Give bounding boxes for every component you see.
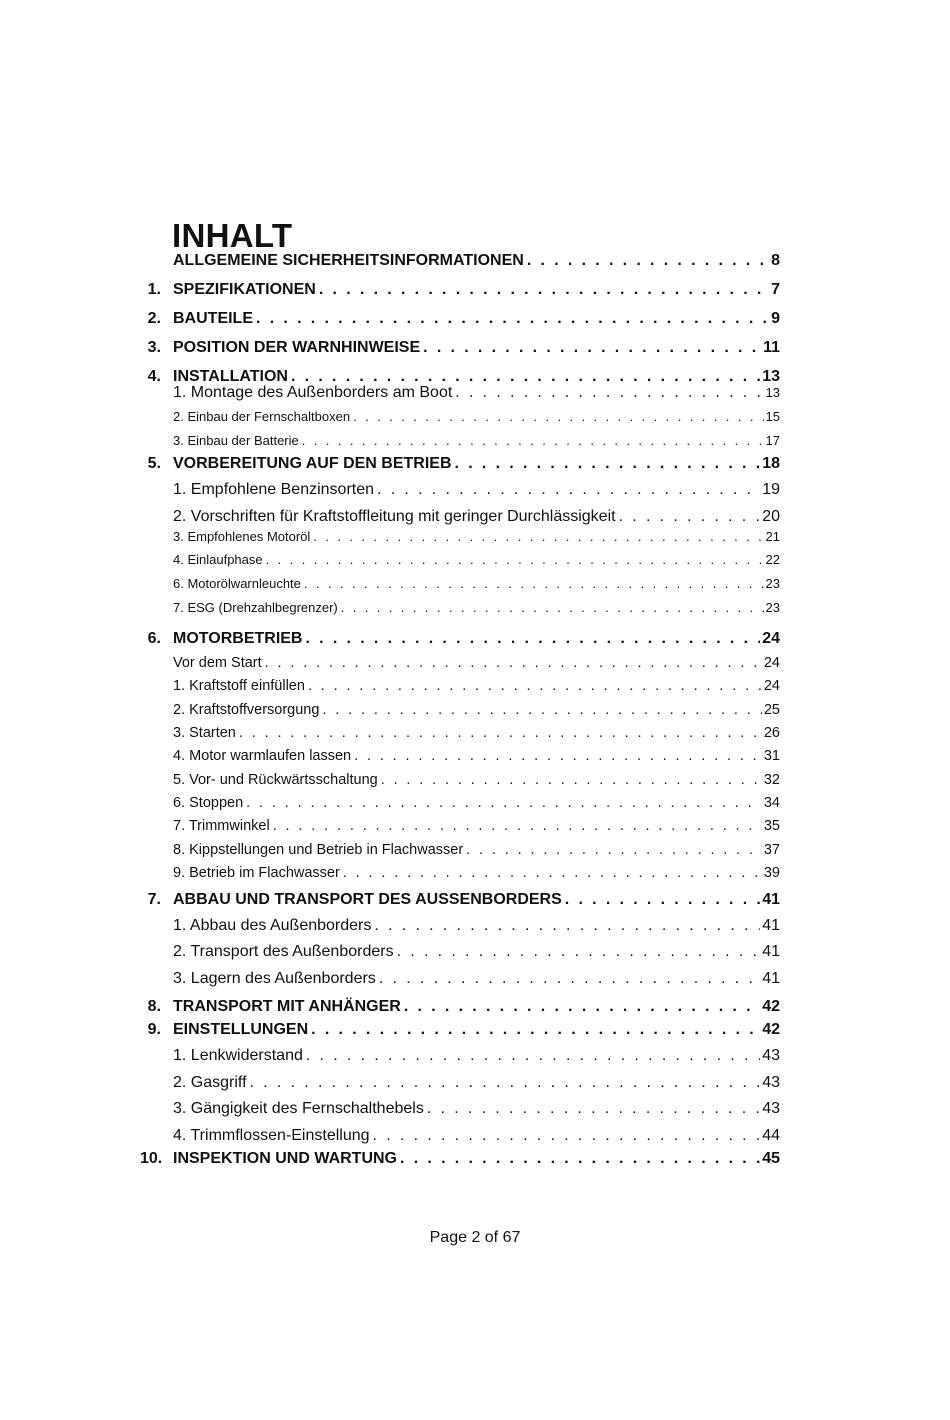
toc-entry-label: 2. Kraftstoffversorgung [173, 702, 320, 718]
toc-entry[interactable] [140, 384, 780, 406]
toc-entry-page: 13 [762, 368, 780, 385]
toc-entry-label: 7. Trimmwinkel [173, 818, 270, 834]
toc-entry-label: VORBEREITUNG AUF DEN BETRIEB [173, 455, 452, 472]
toc-entry-label: INSTALLATION [173, 368, 288, 385]
toc-entry-label: 2. Transport des Außenborders [173, 943, 394, 960]
toc-entry-page: 42 [762, 998, 780, 1015]
toc-entry-page: 31 [763, 748, 780, 764]
toc-leader-dots [400, 1150, 760, 1168]
toc-entry[interactable] [140, 409, 780, 431]
toc-leader-dots [265, 655, 762, 671]
toc-entry-number: 10. [140, 1150, 163, 1167]
toc-entry-label: ABBAU UND TRANSPORT DES AUSSENBORDERS [173, 891, 562, 908]
toc-entry-page: 21 [765, 529, 780, 544]
toc-leader-dots [379, 970, 760, 988]
toc-entry[interactable] [140, 552, 780, 574]
toc-leader-dots [377, 481, 760, 499]
toc-entry-label: 9. Betrieb im Flachwasser [173, 865, 340, 881]
toc-leader-dots [404, 998, 760, 1016]
toc-leader-dots [246, 795, 762, 811]
toc-entry-label: 4. Motor warmlaufen lassen [173, 748, 352, 764]
toc-entry-label: 7. ESG (Drehzahlbegrenzer) [173, 600, 338, 615]
toc-entry-page: 22 [765, 552, 780, 567]
toc-entry-label: TRANSPORT MIT ANHÄNGER [173, 998, 401, 1015]
toc-entry-label: SPEZIFIKATIONEN [173, 281, 316, 298]
toc-entry-page: 43 [762, 1047, 780, 1064]
toc-entry[interactable] [140, 281, 780, 303]
toc-leader-dots [308, 678, 762, 694]
toc-leader-dots [341, 600, 764, 615]
toc-entry[interactable] [140, 576, 780, 598]
toc-leader-dots [455, 455, 761, 473]
toc-entry-number: 9. [147, 1021, 161, 1038]
toc-entry-label: 5. Vor- und Rückwärtsschaltung [173, 772, 378, 788]
toc-entry-label: INSPEKTION UND WARTUNG [173, 1150, 397, 1167]
toc-entry-page: 25 [763, 702, 780, 718]
toc-entry-label: 4. Trimmflossen-Einstellung [173, 1127, 370, 1144]
toc-entry-label: 1. Abbau des Außenborders [173, 917, 372, 934]
toc-leader-dots [565, 891, 760, 909]
toc-entry-label: 1. Empfohlene Benzinsorten [173, 481, 375, 498]
toc-entry[interactable] [140, 998, 780, 1020]
toc-leader-dots [423, 339, 761, 357]
toc-entry[interactable] [140, 891, 780, 913]
toc-leader-dots [343, 865, 762, 881]
toc-entry[interactable] [140, 1127, 780, 1149]
toc-leader-dots [353, 409, 763, 424]
toc-entry-page: 39 [763, 865, 780, 881]
toc-leader-dots [397, 943, 761, 961]
toc-entry-label: 2. Gasgriff [173, 1074, 247, 1091]
toc-leader-dots [239, 725, 762, 741]
toc-entry-page: 11 [763, 339, 780, 356]
toc-entry[interactable] [140, 842, 780, 864]
toc-entry[interactable] [140, 529, 780, 551]
toc-entry-page: 37 [763, 842, 780, 858]
toc-leader-dots [306, 1047, 760, 1065]
toc-entry-page: 34 [763, 795, 780, 811]
toc-entry-label: 3. Starten [173, 725, 236, 741]
toc-leader-dots [305, 630, 760, 648]
toc-entry[interactable] [140, 818, 780, 840]
toc-entry-page: 8 [771, 252, 780, 269]
toc-entry[interactable] [140, 310, 780, 332]
toc-entry-page: 45 [762, 1150, 780, 1167]
toc-entry-page: 41 [762, 943, 780, 960]
toc-entry[interactable] [140, 481, 780, 503]
toc-entry[interactable] [140, 1150, 780, 1172]
toc-entry[interactable] [140, 865, 780, 887]
toc-leader-dots [273, 818, 762, 834]
toc-entry-page: 17 [765, 433, 780, 448]
toc-entry[interactable] [140, 508, 780, 530]
toc-leader-dots [304, 576, 764, 591]
toc-entry-number: 6. [147, 630, 161, 647]
toc-entry-page: 42 [762, 1021, 780, 1038]
toc-entry[interactable] [140, 748, 780, 770]
toc-entry-page: 32 [763, 772, 780, 788]
toc-leader-dots [373, 1127, 761, 1145]
toc-entry-label: BAUTEILE [173, 310, 253, 327]
toc-entry-page: 7 [771, 281, 780, 298]
toc-entry[interactable] [140, 1021, 780, 1043]
toc-entry-label: 1. Kraftstoff einfüllen [173, 678, 305, 694]
toc-entry-page: 43 [762, 1100, 780, 1117]
toc-leader-dots [374, 917, 760, 935]
toc-entry-page: 24 [763, 655, 780, 671]
toc-entry-label: 3. Lagern des Außenborders [173, 970, 376, 987]
page-footer: Page 2 of 67 [429, 1229, 521, 1246]
toc-entry[interactable] [140, 455, 780, 477]
toc-entry-number: 7. [147, 891, 161, 908]
toc-entry-label: 1. Lenkwiderstand [173, 1047, 303, 1064]
toc-entry-page: 44 [762, 1127, 780, 1144]
toc-entry[interactable] [140, 339, 780, 361]
toc-entry[interactable] [140, 943, 780, 965]
toc-leader-dots [354, 748, 762, 764]
toc-entry-number: 4. [147, 368, 161, 385]
toc-entry-page: 13 [765, 385, 780, 400]
toc-entry-label: 4. Einlaufphase [173, 552, 263, 567]
toc-entry-page: 15 [765, 409, 780, 424]
toc-leader-dots [322, 702, 761, 718]
toc-leader-dots [313, 529, 763, 544]
toc-entry-label: 3. Einbau der Batterie [173, 433, 299, 448]
toc-entry-label: 2. Einbau der Fernschaltboxen [173, 409, 351, 424]
toc-entry-page: 26 [763, 725, 780, 741]
toc-leader-dots [381, 772, 762, 788]
toc-entry-number: 5. [147, 455, 161, 472]
toc-entry-page: 43 [762, 1074, 780, 1091]
toc-entry-label: 3. Gängigkeit des Fernschalthebels [173, 1100, 424, 1117]
toc-entry-number: 1. [147, 281, 161, 298]
toc-leader-dots [427, 1100, 760, 1118]
toc-leader-dots [256, 310, 769, 328]
toc-entry-label: EINSTELLUNGEN [173, 1021, 309, 1038]
toc-entry-label: MOTORBETRIEB [173, 630, 303, 647]
toc-entry-page: 18 [762, 455, 780, 472]
page-title: INHALT [172, 217, 293, 254]
toc-entry[interactable] [140, 433, 780, 455]
toc-entry[interactable] [140, 970, 780, 992]
toc-entry[interactable] [140, 600, 780, 622]
toc-entry-label: 1. Montage des Außenborders am Boot [173, 384, 453, 401]
toc-entry-label: ALLGEMEINE SICHERHEITSINFORMATIONEN [173, 252, 524, 269]
toc-entry-number: 3. [147, 339, 161, 356]
toc-entry-page: 41 [762, 970, 780, 987]
toc-entry-label: 8. Kippstellungen und Betrieb in Flachwasser [173, 842, 464, 858]
toc-entry-number: 8. [147, 998, 161, 1015]
toc-leader-dots [266, 552, 764, 567]
toc-entry[interactable] [140, 1100, 780, 1122]
toc-entry[interactable] [140, 1074, 780, 1096]
toc-entry-number: 2. [147, 310, 161, 327]
toc-entry-page: 9 [771, 310, 780, 327]
toc-entry-page: 41 [762, 917, 780, 934]
toc-entry[interactable] [140, 917, 780, 939]
toc-entry-page: 41 [762, 891, 780, 908]
toc-entry-label: Vor dem Start [173, 655, 262, 671]
toc-entry-label: 6. Motorölwarnleuchte [173, 576, 301, 591]
toc-entry-page: 20 [762, 508, 780, 525]
toc-entry-page: 24 [762, 630, 780, 647]
toc-entry-page: 23 [765, 576, 780, 591]
toc-entry[interactable] [140, 702, 780, 724]
toc-entry[interactable] [140, 725, 780, 747]
toc-leader-dots [455, 384, 763, 402]
toc-entry[interactable] [140, 655, 780, 677]
toc-entry[interactable] [140, 795, 780, 817]
toc-entry-page: 24 [763, 678, 780, 694]
toc-entry-page: 19 [762, 481, 780, 498]
toc-entry-label: 2. Vorschriften für Kraftstoffleitung mit geringer Durchlässigkeit [173, 508, 616, 525]
toc-entry-label: POSITION DER WARNHINWEISE [173, 339, 421, 356]
toc-entry[interactable] [140, 252, 780, 274]
toc-leader-dots [319, 281, 769, 299]
toc-entry-label: 6. Stoppen [173, 795, 244, 811]
toc-leader-dots [619, 508, 761, 526]
toc-entry[interactable] [140, 772, 780, 794]
toc-leader-dots [250, 1074, 761, 1092]
toc-leader-dots [302, 433, 764, 448]
toc-leader-dots [466, 842, 762, 858]
toc-entry-page: 35 [763, 818, 780, 834]
toc-entry[interactable] [140, 630, 780, 652]
toc-leader-dots [527, 252, 769, 270]
toc-entry-label: 3. Empfohlenes Motoröl [173, 529, 311, 544]
toc-leader-dots [311, 1021, 760, 1039]
toc-entry[interactable] [140, 1047, 780, 1069]
toc-entry[interactable] [140, 678, 780, 700]
toc-entry-page: 23 [765, 600, 780, 615]
